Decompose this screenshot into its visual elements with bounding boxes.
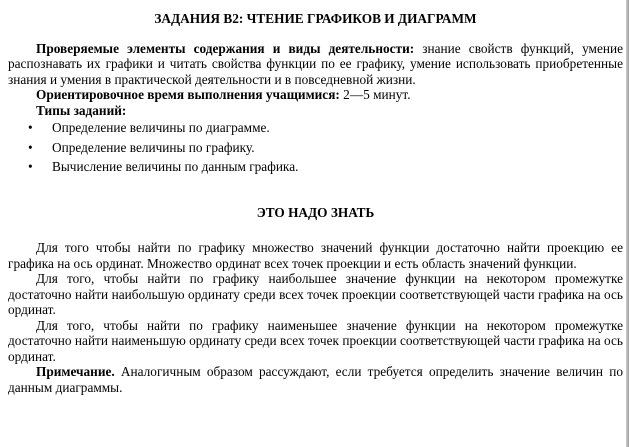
note-label: Примечание. [36,364,115,379]
section-paragraph: Для того, чтобы найти по графику наибольшее значение функции на некотором промежутке достаточно найти наибольшую ординату среди всех точек проекции соответствующей части графика на ось ординат. [8,271,623,317]
list-item [28,140,623,156]
section-paragraph: Для того, чтобы найти по графику наименьшее значение функции на некотором промежутке достаточно найти наименьшую ординату среди всех точек проекции соответствующей части графика на ось ординат. [8,317,623,364]
checked-elements-label: Проверяемые элементы содержания и виды деятельности: [36,40,415,56]
bullet-icon: • [28,120,33,135]
checked-elements-paragraph [8,41,623,88]
estimated-time-label: Ориентировочное время выполнения учащимися: [36,87,340,102]
estimated-time-line [8,87,623,103]
list-item [28,159,623,175]
bullet-icon: • [28,159,33,174]
bullet-icon: • [28,139,33,155]
task-types-label: Типы заданий: [36,102,127,118]
section-title: ЭТО НАДО ЗНАТЬ [256,204,375,220]
note-paragraph [8,364,623,395]
page-title: ЗАДАНИЯ В2: ЧТЕНИЕ ГРАФИКОВ И ДИАГРАММ [154,11,477,26]
note-text: Аналогичным образом рассуждают, если требуется определить значение величин по данным диаграммы. [8,364,623,395]
list-item-text: Вычисление величины по данным графика. [52,159,299,174]
list-item-text: Определение величины по диаграмме. [52,120,270,135]
list-item [28,120,623,136]
checked-elements-text: знание свойств функций, умение распознавать их графики и читать свойства функции по ее графику, умение использовать приобретенные знания и умения в практической деятельности и в повседневной жизни. [8,40,623,87]
estimated-time-value: 2—5 минут. [339,87,411,102]
list-item-text: Определение величины по графику. [52,139,255,155]
section-paragraph: Для того чтобы найти по графику множество значений функции достаточно найти проекцию ее графика на ось ординат. Множество ординат всех точек проекции и есть область значений функции. [8,240,623,271]
task-types-list [8,120,623,175]
